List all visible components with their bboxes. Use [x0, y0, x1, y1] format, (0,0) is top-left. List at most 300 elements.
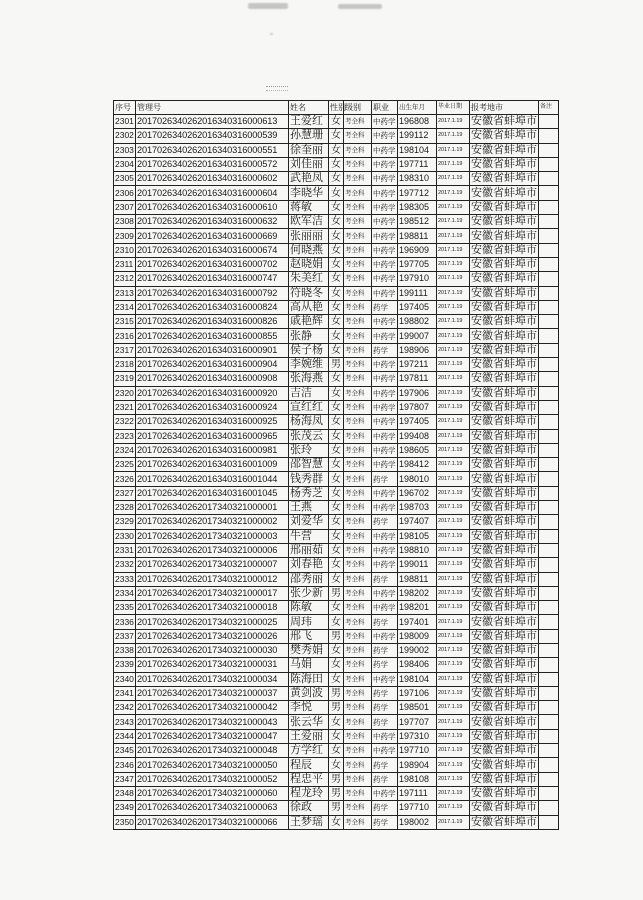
cell-birth: 198811	[398, 229, 437, 243]
cell-level: 考全科	[344, 772, 372, 786]
cell-sex: 男	[329, 801, 344, 815]
table-row	[114, 786, 559, 800]
cell-seq: 2338	[114, 643, 136, 657]
cell-seq: 2315	[114, 315, 136, 329]
cell-remark	[539, 786, 559, 800]
cell-seq: 2332	[114, 558, 136, 572]
cell-date: 2017.1.19	[437, 415, 470, 429]
table-row	[114, 515, 559, 529]
cell-city: 安徽省蚌埠市	[471, 715, 537, 728]
cell-city: 安徽省蚌埠市	[471, 443, 537, 456]
cell-id: 2017026340262016340316000824	[136, 300, 289, 314]
cell-city: 安徽省蚌埠市	[471, 572, 537, 585]
cell-major: 中药学	[372, 729, 398, 743]
cell-remark	[539, 715, 559, 729]
cell-remark	[539, 586, 559, 600]
cell-name: 张静	[289, 329, 329, 343]
cell-id: 2017026340262017340321000052	[136, 772, 289, 786]
cell-sex: 女	[329, 715, 344, 729]
table-row	[114, 129, 559, 143]
cell-major: 药学	[372, 472, 398, 486]
cell-birth: 198906	[398, 343, 437, 357]
cell-major: 中药学	[372, 229, 398, 243]
cell-date: 2017.1.19	[437, 229, 470, 243]
table-row	[114, 643, 559, 657]
cell-city: 安徽省蚌埠市	[471, 258, 537, 271]
cell-level: 考全科	[344, 129, 372, 143]
cell-remark	[539, 501, 559, 515]
cell-level: 考全科	[344, 543, 372, 557]
cell-date: 2017.1.19	[437, 601, 470, 615]
cell-remark	[539, 400, 559, 414]
cell-date: 2017.1.19	[437, 786, 470, 800]
cell-date: 2017.1.19	[437, 200, 470, 214]
cell-id: 2017026340262016340316000602	[136, 172, 289, 186]
cell-sex: 女	[329, 215, 344, 229]
cell-sex: 女	[329, 343, 344, 357]
cell-level: 考全科	[344, 329, 372, 343]
cell-id: 2017026340262016340316000604	[136, 186, 289, 200]
cell-remark	[539, 529, 559, 543]
table-row	[114, 358, 559, 372]
cell-id: 2017026340262016340316000551	[136, 143, 289, 157]
cell-seq: 2316	[114, 329, 136, 343]
cell-remark	[539, 215, 559, 229]
cell-city: 安徽省蚌埠市	[471, 529, 537, 542]
cell-seq: 2312	[114, 272, 136, 286]
cell-sex: 女	[329, 543, 344, 557]
cell-date: 2017.1.19	[437, 443, 470, 457]
cell-city: 安徽省蚌埠市	[471, 372, 537, 385]
cell-city: 安徽省蚌埠市	[471, 243, 537, 256]
cell-remark	[539, 343, 559, 357]
table-row	[114, 629, 559, 643]
table-row	[114, 615, 559, 629]
cell-id: 2017026340262016340316001045	[136, 486, 289, 500]
cell-id: 2017026340262016340316000572	[136, 157, 289, 171]
cell-id: 2017026340262016340316000826	[136, 315, 289, 329]
cell-level: 考全科	[344, 786, 372, 800]
cell-id: 2017026340262017340321000060	[136, 786, 289, 800]
cell-birth: 196808	[398, 115, 437, 129]
cell-id: 2017026340262017340321000048	[136, 744, 289, 758]
cell-name: 程忠平	[289, 772, 329, 786]
cell-major: 中药学	[372, 329, 398, 343]
cell-remark	[539, 543, 559, 557]
cell-city: 安徽省蚌埠市	[471, 200, 537, 213]
cell-sex: 男	[329, 701, 344, 715]
cell-name: 邢飞	[289, 629, 329, 643]
cell-remark	[539, 672, 559, 686]
cell-name: 邵秀丽	[289, 572, 329, 586]
cell-name: 何晓燕	[289, 243, 329, 257]
cell-seq: 2328	[114, 501, 136, 515]
cell-date: 2017.1.19	[437, 300, 470, 314]
cell-sex: 男	[329, 686, 344, 700]
cell-date: 2017.1.19	[437, 586, 470, 600]
cell-birth: 198810	[398, 543, 437, 557]
cell-major: 药学	[372, 772, 398, 786]
table-row	[114, 172, 559, 186]
cell-name: 李悦	[289, 701, 329, 715]
cell-remark	[539, 729, 559, 743]
table-row	[114, 529, 559, 543]
cell-sex: 女	[329, 143, 344, 157]
cell-id: 2017026340262016340316000855	[136, 329, 289, 343]
cell-date: 2017.1.19	[437, 515, 470, 529]
cell-date: 2017.1.19	[437, 343, 470, 357]
cell-date: 2017.1.19	[437, 458, 470, 472]
header-city: 报考地市	[470, 101, 539, 115]
cell-level: 考全科	[344, 186, 372, 200]
cell-sex: 男	[329, 358, 344, 372]
cell-major: 中药学	[372, 558, 398, 572]
cell-birth: 197310	[398, 729, 437, 743]
cell-seq: 2346	[114, 758, 136, 772]
cell-seq: 2341	[114, 686, 136, 700]
cell-remark	[539, 186, 559, 200]
cell-remark	[539, 172, 559, 186]
cell-major: 中药学	[372, 215, 398, 229]
cell-name: 吉洁	[289, 386, 329, 400]
cell-name: 马娟	[289, 658, 329, 672]
cell-seq: 2307	[114, 200, 136, 214]
header-id: 管理号	[136, 101, 289, 115]
cell-level: 考全科	[344, 429, 372, 443]
scan-smudge	[248, 3, 288, 9]
cell-major: 中药学	[372, 415, 398, 429]
cell-major: 药学	[372, 815, 398, 829]
cell-date: 2017.1.19	[437, 815, 470, 829]
table-row	[114, 586, 559, 600]
cell-sex: 男	[329, 629, 344, 643]
cell-city: 安徽省蚌埠市	[471, 701, 537, 714]
cell-name: 张云华	[289, 715, 329, 729]
cell-sex: 女	[329, 243, 344, 257]
cell-date: 2017.1.19	[437, 115, 470, 129]
cell-remark	[539, 243, 559, 257]
cell-id: 2017026340262016340316000792	[136, 286, 289, 300]
cell-date: 2017.1.19	[437, 315, 470, 329]
cell-birth: 198904	[398, 758, 437, 772]
table-row	[114, 729, 559, 743]
cell-level: 考全科	[344, 686, 372, 700]
cell-seq: 2311	[114, 257, 136, 271]
cell-name: 邵智慧	[289, 458, 329, 472]
cell-date: 2017.1.19	[437, 386, 470, 400]
cell-sex: 女	[329, 115, 344, 129]
cell-remark	[539, 429, 559, 443]
cell-sex: 女	[329, 400, 344, 414]
cell-date: 2017.1.19	[437, 143, 470, 157]
cell-seq: 2347	[114, 772, 136, 786]
cell-level: 考全科	[344, 315, 372, 329]
cell-date: 2017.1.19	[437, 658, 470, 672]
cell-city: 安徽省蚌埠市	[471, 644, 537, 657]
cell-remark	[539, 157, 559, 171]
cell-name: 王爱丽	[289, 729, 329, 743]
table-row	[114, 815, 559, 829]
cell-city: 安徽省蚌埠市	[471, 229, 537, 242]
cell-seq: 2310	[114, 243, 136, 257]
cell-sex: 女	[329, 658, 344, 672]
cell-seq: 2349	[114, 801, 136, 815]
cell-name: 钱秀群	[289, 472, 329, 486]
cell-id: 2017026340262017340321000037	[136, 686, 289, 700]
cell-id: 2017026340262017340321000031	[136, 658, 289, 672]
cell-remark	[539, 257, 559, 271]
cell-major: 药学	[372, 715, 398, 729]
cell-id: 2017026340262016340316000908	[136, 372, 289, 386]
cell-name: 刘佳丽	[289, 157, 329, 171]
cell-city: 安徽省蚌埠市	[471, 315, 537, 328]
cell-city: 安徽省蚌埠市	[471, 501, 537, 514]
cell-id: 2017026340262017340321000006	[136, 543, 289, 557]
cell-birth: 198202	[398, 586, 437, 600]
cell-remark	[539, 601, 559, 615]
header-major: 职业	[372, 101, 398, 115]
cell-remark	[539, 372, 559, 386]
cell-remark	[539, 629, 559, 643]
cell-date: 2017.1.19	[437, 758, 470, 772]
cell-city: 安徽省蚌埠市	[471, 158, 537, 171]
scan-speck	[270, 33, 273, 35]
cell-birth: 197910	[398, 272, 437, 286]
cell-seq: 2329	[114, 515, 136, 529]
cell-birth: 198104	[398, 672, 437, 686]
cell-remark	[539, 143, 559, 157]
cell-remark	[539, 686, 559, 700]
cell-sex: 女	[329, 272, 344, 286]
cell-city: 安徽省蚌埠市	[471, 729, 537, 742]
cell-major: 药学	[372, 701, 398, 715]
cell-seq: 2319	[114, 372, 136, 386]
cell-seq: 2304	[114, 157, 136, 171]
cell-seq: 2327	[114, 486, 136, 500]
cell-id: 2017026340262017340321000026	[136, 629, 289, 643]
cell-level: 考全科	[344, 529, 372, 543]
cell-level: 考全科	[344, 272, 372, 286]
cell-sex: 女	[329, 615, 344, 629]
cell-name: 程龙玲	[289, 786, 329, 800]
cell-major: 药学	[372, 658, 398, 672]
cell-id: 2017026340262016340316000924	[136, 400, 289, 414]
cell-birth: 198310	[398, 172, 437, 186]
cell-sex: 女	[329, 286, 344, 300]
cell-date: 2017.1.19	[437, 543, 470, 557]
cell-remark	[539, 329, 559, 343]
cell-name: 李婉维	[289, 358, 329, 372]
cell-city: 安徽省蚌埠市	[471, 301, 537, 313]
cell-birth: 197707	[398, 715, 437, 729]
cell-remark	[539, 200, 559, 214]
cell-name: 程辰	[289, 758, 329, 772]
cell-birth: 197710	[398, 801, 437, 815]
cell-id: 2017026340262017340321000025	[136, 615, 289, 629]
cell-seq: 2321	[114, 400, 136, 414]
cell-birth: 198802	[398, 315, 437, 329]
cell-birth: 198105	[398, 529, 437, 543]
cell-major: 中药学	[372, 129, 398, 143]
cell-id: 2017026340262016340316000632	[136, 215, 289, 229]
cell-remark	[539, 115, 559, 129]
cell-birth: 198811	[398, 572, 437, 586]
header-level: 级别	[344, 101, 372, 115]
cell-seq: 2340	[114, 672, 136, 686]
cell-level: 考全科	[344, 386, 372, 400]
cell-sex: 女	[329, 229, 344, 243]
cell-level: 考全科	[344, 300, 372, 314]
cell-remark	[539, 358, 559, 372]
cell-name: 孙慧珊	[289, 129, 329, 143]
cell-name: 张丽丽	[289, 229, 329, 243]
cell-major: 药学	[372, 801, 398, 815]
cell-seq: 2317	[114, 343, 136, 357]
cell-seq: 2320	[114, 386, 136, 400]
cell-date: 2017.1.19	[437, 129, 470, 143]
cell-id: 2017026340262017340321000012	[136, 572, 289, 586]
cell-city: 安徽省蚌埠市	[471, 415, 537, 428]
cell-seq: 2344	[114, 729, 136, 743]
cell-date: 2017.1.19	[437, 629, 470, 643]
cell-remark	[539, 472, 559, 486]
cell-sex: 女	[329, 758, 344, 772]
cell-birth: 197106	[398, 686, 437, 700]
cell-birth: 197710	[398, 744, 437, 758]
cell-birth: 199112	[398, 129, 437, 143]
cell-date: 2017.1.19	[437, 686, 470, 700]
cell-major: 药学	[372, 343, 398, 357]
cell-name: 徐政	[289, 801, 329, 815]
cell-level: 考全科	[344, 157, 372, 171]
table-row	[114, 429, 559, 443]
cell-sex: 女	[329, 300, 344, 314]
cell-date: 2017.1.19	[437, 243, 470, 257]
cell-level: 考全科	[344, 658, 372, 672]
cell-remark	[539, 300, 559, 314]
cell-level: 考全科	[344, 629, 372, 643]
cell-id: 2017026340262017340321000042	[136, 701, 289, 715]
cell-level: 考全科	[344, 215, 372, 229]
cell-birth: 199002	[398, 643, 437, 657]
cell-name: 徐奎丽	[289, 143, 329, 157]
table-row	[114, 672, 559, 686]
cell-id: 2017026340262016340316000965	[136, 429, 289, 443]
cell-major: 中药学	[372, 786, 398, 800]
table-row	[114, 272, 559, 286]
cell-seq: 2303	[114, 143, 136, 157]
cell-sex: 女	[329, 200, 344, 214]
cell-birth: 197407	[398, 515, 437, 529]
cell-birth: 199011	[398, 558, 437, 572]
cell-city: 安徽省蚌埠市	[471, 758, 537, 771]
cell-level: 考全科	[344, 586, 372, 600]
cell-major: 药学	[372, 758, 398, 772]
cell-city: 安徽省蚌埠市	[471, 544, 537, 557]
cell-sex: 女	[329, 601, 344, 615]
cell-major: 中药学	[372, 372, 398, 386]
cell-major: 中药学	[372, 486, 398, 500]
cell-seq: 2323	[114, 429, 136, 443]
table-row	[114, 486, 559, 500]
cell-sex: 女	[329, 129, 344, 143]
cell-major: 中药学	[372, 601, 398, 615]
header-row	[114, 101, 559, 115]
cell-major: 药学	[372, 615, 398, 629]
cell-seq: 2324	[114, 443, 136, 457]
table-row	[114, 601, 559, 615]
cell-name: 刘爱华	[289, 515, 329, 529]
cell-major: 中药学	[372, 143, 398, 157]
cell-level: 考全科	[344, 515, 372, 529]
cell-city: 安徽省蚌埠市	[471, 615, 537, 628]
table-row	[114, 200, 559, 214]
cell-sex: 女	[329, 472, 344, 486]
cell-city: 安徽省蚌埠市	[471, 272, 537, 285]
cell-date: 2017.1.19	[437, 429, 470, 443]
cell-date: 2017.1.19	[437, 715, 470, 729]
cell-level: 考全科	[344, 358, 372, 372]
cell-id: 2017026340262017340321000030	[136, 643, 289, 657]
cell-level: 考全科	[344, 701, 372, 715]
cell-major: 中药学	[372, 272, 398, 286]
table-row	[114, 286, 559, 300]
header-date: 毕业日期	[437, 101, 470, 115]
cell-remark	[539, 758, 559, 772]
cell-level: 考全科	[344, 243, 372, 257]
cell-seq: 2334	[114, 586, 136, 600]
cell-date: 2017.1.19	[437, 672, 470, 686]
cell-name: 方学红	[289, 744, 329, 758]
header-remark: 备注	[539, 101, 559, 115]
cell-seq: 2301	[114, 115, 136, 129]
cell-sex: 女	[329, 643, 344, 657]
cell-sex: 男	[329, 786, 344, 800]
cell-level: 考全科	[344, 400, 372, 414]
cell-sex: 女	[329, 529, 344, 543]
cell-major: 中药学	[372, 243, 398, 257]
cell-remark	[539, 643, 559, 657]
table-row	[114, 315, 559, 329]
cell-id: 2017026340262016340316001009	[136, 458, 289, 472]
cell-city: 安徽省蚌埠市	[471, 558, 537, 571]
cell-id: 2017026340262017340321000017	[136, 586, 289, 600]
cell-sex: 女	[329, 458, 344, 472]
cell-city: 安徽省蚌埠市	[471, 358, 537, 371]
cell-birth: 198104	[398, 143, 437, 157]
cell-level: 考全科	[344, 458, 372, 472]
cell-name: 王梦瑶	[289, 815, 329, 829]
cell-birth: 198002	[398, 815, 437, 829]
cell-date: 2017.1.19	[437, 172, 470, 186]
cell-major: 中药学	[372, 172, 398, 186]
cell-date: 2017.1.19	[437, 501, 470, 515]
table-row	[114, 558, 559, 572]
cell-sex: 女	[329, 157, 344, 171]
cell-date: 2017.1.19	[437, 486, 470, 500]
cell-seq: 2343	[114, 715, 136, 729]
cell-id: 2017026340262017340321000007	[136, 558, 289, 572]
cell-city: 安徽省蚌埠市	[471, 215, 537, 228]
cell-city: 安徽省蚌埠市	[471, 429, 537, 442]
table-row	[114, 243, 559, 257]
cell-city: 安徽省蚌埠市	[471, 343, 537, 356]
cell-name: 刘春艳	[289, 558, 329, 572]
cell-id: 2017026340262016340316000904	[136, 358, 289, 372]
cell-date: 2017.1.19	[437, 643, 470, 657]
cell-level: 考全科	[344, 744, 372, 758]
page-mark	[266, 86, 288, 91]
